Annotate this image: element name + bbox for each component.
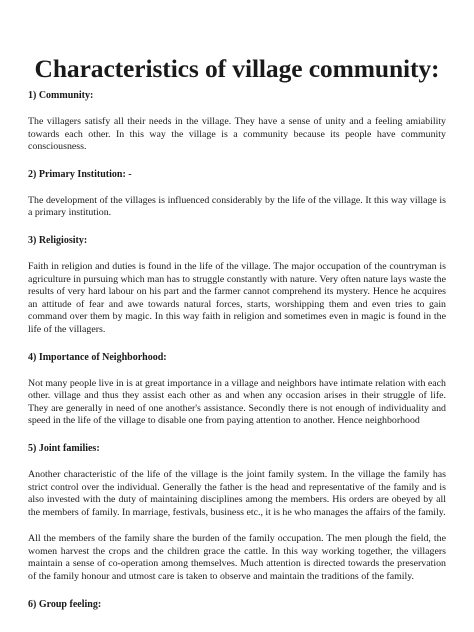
document-body (28, 89, 446, 625)
paragraph-community: The villagers satisfy all their needs in the village. They have a sense of unity and a feeling amiability towards each other. In this way the village is a community because its people have community consciousness. (28, 116, 446, 153)
paragraph-primary-institution: The development of the villages is influenced considerably by the life of the village. It this way village is a primary institution. (28, 194, 446, 219)
paragraph-neighborhood: Not many people live in is at great importance in a village and neighbors have intimate relation with each other. village and thus they assist each other as and when any occasion arises in their struggle of life. They are generally in need of one another's assistance. Secondly there is not enough of individuality and speed in the life of the village to disable one from paying attention to another. Hence neighborhood (28, 377, 446, 427)
paragraph-joint-families-2: All the members of the family share the burden of the family occupation. The men plough the field, the women harvest the crops and the children grace the cattle. In this way working together, the villagers maintain a sense of co-operation among themselves. Much attention is directed towards the preservation of the family honour and utmost care is taken to observe and maintain the traditions of the family. (28, 533, 446, 583)
paragraph-joint-families-1: Another characteristic of the life of the village is the joint family system. In the village the family has strict control over the individual. Generally the father is the head and representative of the family and is also invested with the duty of maintaining disciplines among the members. His orders are obeyed by all the members of family. In marriage, festivals, business etc., it is he who manages the affairs of the family. (28, 468, 446, 518)
section-heading-joint-families: 5) Joint families: (28, 442, 100, 454)
section-heading-community: 1) Community: (28, 90, 94, 101)
page-title: Characteristics of village community: (34, 54, 440, 83)
section-heading-group-feeling: 6) Group feeling: (28, 598, 102, 610)
section-heading-primary-institution: 2) Primary Institution: - (28, 168, 132, 180)
section-heading-neighborhood: 4) Importance of Neighborhood: (28, 351, 167, 363)
paragraph-religiosity: Faith in religion and duties is found in the life of the village. The major occupation of the countryman is agriculture in pursuing which man has to struggle constantly with nature. Very often nature lays waste the results of very hard labour on his part and the farmer cannot comprehend its mystery. Hence he acquires an attitude of fear and awe towards natural forces, starts, worshipping them and even tries to gain command over them by magic. In this way faith in religion and sometimes even in magic is found in the life of the villagers. (28, 260, 446, 335)
section-heading-religiosity: 3) Religiosity: (28, 234, 88, 246)
